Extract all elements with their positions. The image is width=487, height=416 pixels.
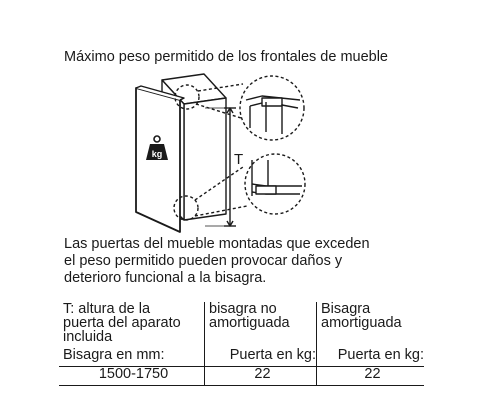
cell-undamped-kg: 22 [205,367,317,386]
dimension-label-t: T [234,151,244,168]
warning-text [64,236,404,287]
header-height-col: T: altura de la puerta del aparato incluida [63,301,181,345]
table-subheader-row [59,348,424,367]
top-hinge-detail [240,76,304,140]
cell-damped-kg: 22 [317,367,425,386]
bottom-hinge-detail [245,154,305,214]
table-row [59,367,424,386]
warning-line: Las puertas del mueble montadas que exceden [64,236,370,252]
warning-line: el peso permitido pueden provocar daños y [64,253,343,269]
header-damped-col: Bisagra amortiguada [317,302,425,348]
subheader-mm: Bisagra en mm: [59,348,205,367]
hinge-load-table [59,302,424,386]
page-heading: Máximo peso permitido de los frontales de mueble [64,49,388,65]
cell-range: 1500-1750 [59,367,205,386]
subheader-kg-damped: Puerta en kg: [317,348,425,367]
svg-text:kg: kg [151,149,163,159]
subheader-kg-undamped: Puerta en kg: [205,348,317,367]
header-undamped-col: bisagra no amortiguada [205,302,317,348]
table-header-row [59,302,424,348]
warning-line: deterioro funcional a la bisagra. [64,270,267,286]
